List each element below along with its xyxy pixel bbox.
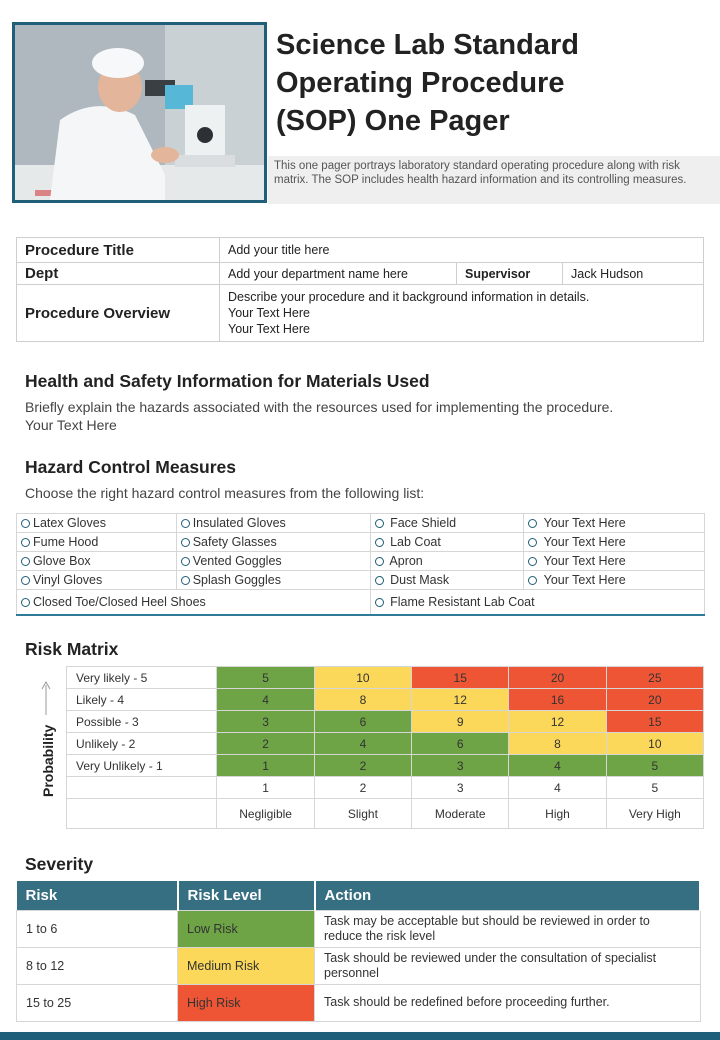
option-flame-resistant-coat[interactable] (370, 590, 704, 615)
radio-icon[interactable] (181, 538, 190, 547)
option-label: Latex Gloves (33, 516, 106, 530)
option-label: Flame Resistant Lab Coat (390, 594, 535, 609)
overview-line: Your Text Here (228, 322, 310, 336)
risk-cell: 6 (314, 711, 411, 733)
option-safety-glasses[interactable] (176, 533, 370, 552)
radio-icon[interactable] (528, 538, 537, 547)
option-face-shield[interactable] (370, 514, 524, 533)
health-line: Briefly explain the hazards associated with the resources used for implementing the procedure. (25, 399, 614, 415)
risk-cell: 25 (606, 667, 703, 689)
option-custom-1[interactable] (524, 514, 705, 533)
option-closed-toe-shoes[interactable] (17, 590, 371, 615)
risk-cell: 15 (412, 667, 509, 689)
health-safety-heading: Health and Safety Information for Materials Used (25, 371, 430, 391)
risk-cell: 5 (217, 667, 314, 689)
procedure-title-label: Procedure Title (17, 238, 220, 263)
option-splash-goggles[interactable] (176, 571, 370, 590)
risk-level-medium: Medium Risk (178, 947, 315, 984)
radio-icon[interactable] (375, 519, 384, 528)
risk-cell: 10 (606, 733, 703, 755)
radio-icon[interactable] (375, 598, 384, 607)
probability-row-label: Very likely - 5 (67, 667, 217, 689)
dept-value[interactable]: Add your department name here (220, 263, 457, 285)
severity-number: 5 (606, 777, 703, 799)
risk-cell: 1 (217, 755, 314, 777)
option-vented-goggles[interactable] (176, 552, 370, 571)
probability-axis-label: Probability (40, 724, 56, 797)
risk-range: 15 to 25 (17, 984, 178, 1021)
radio-icon[interactable] (528, 557, 537, 566)
risk-level-low: Low Risk (178, 910, 315, 947)
radio-icon[interactable] (21, 538, 30, 547)
risk-cell: 6 (412, 733, 509, 755)
risk-cell: 15 (606, 711, 703, 733)
title-line-1: Science Lab Standard (276, 29, 579, 61)
hazard-control-intro: Choose the right hazard control measures from the following list: (25, 485, 425, 501)
lab-photo-illustration (15, 25, 264, 200)
radio-icon[interactable] (375, 557, 384, 566)
severity-number: 1 (217, 777, 314, 799)
option-custom-2[interactable] (524, 533, 705, 552)
radio-icon[interactable] (21, 519, 30, 528)
risk-cell: 3 (217, 711, 314, 733)
option-label: Fume Hood (33, 535, 99, 549)
page-title (276, 26, 696, 140)
option-custom-3[interactable] (524, 552, 705, 571)
risk-level-high: High Risk (178, 984, 315, 1021)
risk-cell: 5 (606, 755, 703, 777)
option-label: Vinyl Gloves (33, 573, 103, 587)
probability-row-label: Very Unlikely - 1 (67, 755, 217, 777)
option-label: Apron (389, 554, 423, 568)
radio-icon[interactable] (528, 576, 537, 585)
supervisor-value[interactable]: Jack Hudson (563, 263, 704, 285)
risk-action: Task should be reviewed under the consultation of specialist personnel (315, 947, 701, 984)
health-safety-text (25, 398, 705, 434)
severity-number: 2 (314, 777, 411, 799)
option-vinyl-gloves[interactable] (17, 571, 177, 590)
severity-heading: Severity (25, 854, 94, 874)
risk-matrix-heading: Risk Matrix (25, 639, 119, 659)
radio-icon[interactable] (181, 519, 190, 528)
risk-action: Task may be acceptable but should be reviewed in order to reduce the risk level (315, 910, 701, 947)
option-label: Face Shield (390, 516, 457, 530)
title-line-3: (SOP) One Pager (276, 105, 510, 137)
radio-icon[interactable] (181, 576, 190, 585)
risk-action: Task should be redefined before proceeding further. (315, 984, 701, 1021)
option-fume-hood[interactable] (17, 533, 177, 552)
probability-row-label: Unlikely - 2 (67, 733, 217, 755)
option-label: Safety Glasses (192, 535, 277, 549)
severity-label: Very High (606, 799, 703, 829)
risk-cell: 8 (509, 733, 606, 755)
probability-row-label: Possible - 3 (67, 711, 217, 733)
column-header-risk: Risk (17, 881, 178, 910)
risk-matrix-table (66, 666, 704, 829)
risk-cell: 4 (509, 755, 606, 777)
severity-table (16, 881, 701, 1022)
option-label: Insulated Gloves (192, 516, 286, 530)
scientist-microscope-photo (12, 22, 267, 203)
option-glove-box[interactable] (17, 552, 177, 571)
risk-cell: 4 (314, 733, 411, 755)
supervisor-label: Supervisor (457, 263, 563, 285)
risk-cell: 9 (412, 711, 509, 733)
severity-label: Slight (314, 799, 411, 829)
empty-cell (67, 799, 217, 829)
risk-cell: 12 (509, 711, 606, 733)
arrow-up-icon (41, 681, 51, 715)
option-label: Your Text Here (543, 554, 626, 568)
risk-cell: 8 (314, 689, 411, 711)
option-insulated-gloves[interactable] (176, 514, 370, 533)
option-label: Your Text Here (543, 535, 626, 549)
radio-icon[interactable] (528, 519, 537, 528)
option-latex-gloves[interactable] (17, 514, 177, 533)
risk-cell: 12 (412, 689, 509, 711)
risk-range: 8 to 12 (17, 947, 178, 984)
option-label: Closed Toe/Closed Heel Shoes (33, 594, 206, 609)
radio-icon[interactable] (21, 557, 30, 566)
severity-label: Negligible (217, 799, 314, 829)
subtitle-description: This one pager portrays laboratory standard operating procedure along with risk matrix. The SOP includes health hazard information and its controlling measures. (268, 156, 720, 204)
risk-cell: 2 (314, 755, 411, 777)
probability-row-label: Likely - 4 (67, 689, 217, 711)
hazard-control-heading: Hazard Control Measures (25, 457, 237, 477)
radio-icon[interactable] (375, 576, 384, 585)
radio-icon[interactable] (375, 538, 384, 547)
option-label: Your Text Here (543, 573, 626, 587)
option-label: Dust Mask (390, 573, 450, 587)
risk-cell: 20 (606, 689, 703, 711)
risk-cell: 10 (314, 667, 411, 689)
radio-icon[interactable] (21, 598, 30, 607)
health-line: Your Text Here (25, 417, 117, 433)
risk-cell: 20 (509, 667, 606, 689)
title-line-2: Operating Procedure (276, 67, 565, 99)
probability-axis (28, 705, 68, 815)
procedure-title-value[interactable]: Add your title here (220, 238, 704, 263)
risk-cell: 2 (217, 733, 314, 755)
risk-cell: 16 (509, 689, 606, 711)
severity-label: High (509, 799, 606, 829)
procedure-table (16, 237, 704, 342)
severity-number: 4 (509, 777, 606, 799)
option-apron[interactable] (370, 552, 524, 571)
procedure-overview-value[interactable] (220, 285, 704, 342)
option-dust-mask[interactable] (370, 571, 524, 590)
risk-cell: 4 (217, 689, 314, 711)
footer-bar (0, 1032, 720, 1040)
risk-range: 1 to 6 (17, 910, 178, 947)
overview-line: Describe your procedure and it background information in details. (228, 290, 590, 304)
option-label: Vented Goggles (192, 554, 282, 568)
option-lab-coat[interactable] (370, 533, 524, 552)
procedure-overview-label: Procedure Overview (17, 285, 220, 342)
dept-label: Dept (17, 263, 220, 285)
risk-cell: 3 (412, 755, 509, 777)
option-label: Your Text Here (543, 516, 626, 530)
option-label: Splash Goggles (192, 573, 281, 587)
empty-cell (67, 777, 217, 799)
option-label: Lab Coat (390, 535, 441, 549)
option-label: Glove Box (33, 554, 91, 568)
hazard-control-grid (16, 513, 705, 616)
overview-line: Your Text Here (228, 306, 310, 320)
severity-number: 3 (412, 777, 509, 799)
column-header-risk-level: Risk Level (178, 881, 315, 910)
radio-icon[interactable] (21, 576, 30, 585)
severity-label: Moderate (412, 799, 509, 829)
radio-icon[interactable] (181, 557, 190, 566)
option-custom-4[interactable] (524, 571, 705, 590)
column-header-action: Action (315, 881, 701, 910)
